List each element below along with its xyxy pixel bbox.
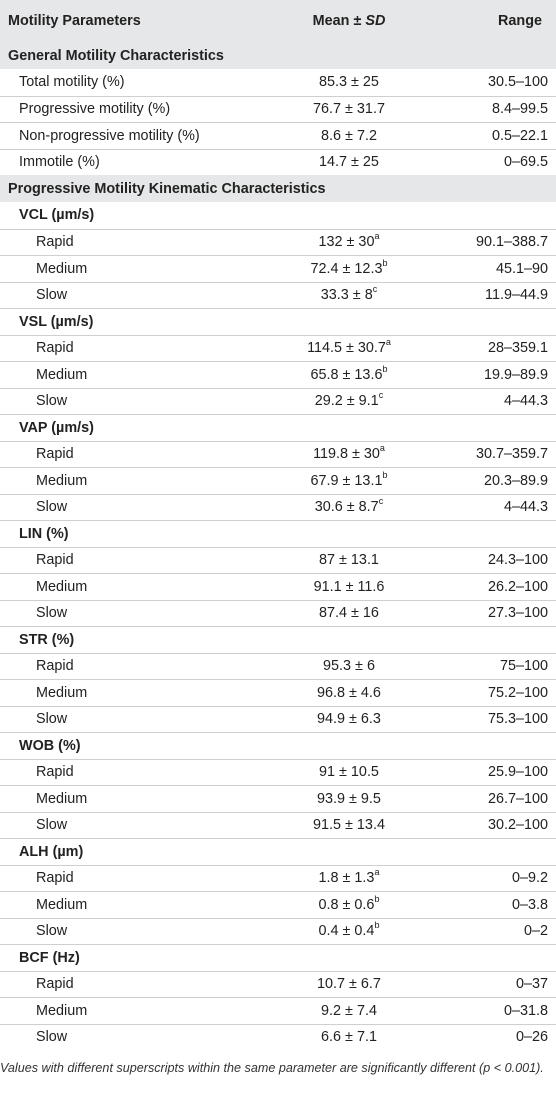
mean-value: 87.4 ± 16	[319, 605, 379, 622]
mean-value: 0.4 ± 0.4	[318, 923, 375, 940]
row-range: 0–69.5	[503, 154, 548, 171]
table-row	[0, 785, 556, 812]
parameter-row	[0, 308, 556, 335]
parameter-name: VAP (µm/s)	[19, 419, 94, 436]
parameter-name: BCF (Hz)	[19, 949, 80, 966]
mean-value: 91.1 ± 11.6	[313, 578, 385, 595]
row-mean-sd	[262, 443, 436, 463]
parameter-name: WOB (%)	[19, 737, 81, 754]
significance-superscript: a	[379, 443, 385, 454]
section-kinematic	[0, 175, 556, 202]
section-title: General Motility Characteristics	[8, 47, 224, 64]
table-row	[0, 679, 556, 706]
mean-value: 72.4 ± 12.3	[310, 260, 383, 277]
row-range: 20.3–89.9	[483, 472, 548, 489]
row-range: 0.5–22.1	[491, 127, 548, 144]
table-row	[0, 388, 556, 415]
row-label: Rapid	[36, 446, 74, 463]
table-row	[0, 69, 556, 96]
parameter-name: ALH (µm)	[19, 843, 84, 860]
significance-superscript: c	[378, 390, 384, 401]
row-mean-sd	[262, 893, 436, 913]
row-range: 8.4–99.5	[491, 101, 548, 118]
row-mean-sd	[262, 579, 436, 595]
row-range: 30.7–359.7	[475, 446, 548, 463]
mean-value: 91 ± 10.5	[319, 764, 379, 781]
row-mean-sd	[262, 390, 436, 410]
row-mean-sd	[262, 496, 436, 516]
row-label: Medium	[36, 260, 88, 277]
row-label: Slow	[36, 393, 68, 410]
row-label: Immotile (%)	[19, 154, 100, 171]
row-label: Rapid	[36, 234, 74, 251]
row-mean-sd	[262, 658, 436, 674]
row-label: Rapid	[36, 870, 74, 887]
row-mean-sd: 14.7 ± 25	[319, 154, 379, 171]
row-mean-sd	[262, 817, 436, 833]
mean-value: 93.9 ± 9.5	[317, 790, 381, 807]
significance-superscript: c	[372, 284, 378, 295]
parameter-name: VSL (µm/s)	[19, 313, 94, 330]
row-label: Slow	[36, 287, 68, 304]
row-mean-sd	[262, 231, 436, 251]
row-label: Slow	[36, 711, 68, 728]
row-range: 75.2–100	[487, 684, 548, 701]
table-row	[0, 759, 556, 786]
mean-value: 67.9 ± 13.1	[310, 472, 383, 489]
mean-value: 94.9 ± 6.3	[317, 711, 381, 728]
mean-value: 0.8 ± 0.6	[318, 896, 375, 913]
row-mean-sd	[262, 711, 436, 727]
table-row	[0, 149, 556, 176]
table-row	[0, 255, 556, 282]
mean-value: 65.8 ± 13.6	[310, 366, 383, 383]
row-range: 0–26	[515, 1029, 548, 1046]
row-label: Slow	[36, 499, 68, 516]
header-sd: SD	[365, 13, 386, 29]
table-row	[0, 600, 556, 627]
table-row	[0, 573, 556, 600]
row-label: Rapid	[36, 552, 74, 569]
row-mean-sd	[262, 552, 436, 568]
table-row	[0, 229, 556, 256]
section-general	[0, 42, 556, 69]
table-row	[0, 361, 556, 388]
mean-value: 1.8 ± 1.3	[318, 870, 375, 887]
table-row	[0, 812, 556, 839]
row-range: 0–2	[523, 923, 548, 940]
table-row	[0, 282, 556, 309]
table-row	[0, 441, 556, 468]
table-row	[0, 653, 556, 680]
row-label: Slow	[36, 1029, 68, 1046]
row-mean-sd	[262, 284, 436, 304]
row-label: Medium	[36, 1002, 88, 1019]
parameter-row	[0, 944, 556, 971]
mean-value: 6.6 ± 7.1	[321, 1029, 377, 1046]
parameter-row	[0, 838, 556, 865]
significance-superscript: b	[382, 363, 388, 374]
mean-value: 96.8 ± 4.6	[317, 684, 381, 701]
row-mean-sd	[262, 791, 436, 807]
mean-value: 132 ± 30	[318, 234, 375, 251]
header-range: Range	[498, 13, 542, 29]
table-row	[0, 865, 556, 892]
significance-superscript: a	[374, 867, 380, 878]
table-row	[0, 997, 556, 1024]
row-mean-sd	[262, 764, 436, 780]
row-range: 26.7–100	[487, 790, 548, 807]
header-mean-prefix: Mean ±	[312, 13, 366, 29]
mean-value: 29.2 ± 9.1	[314, 393, 379, 410]
row-mean-sd	[262, 920, 436, 940]
row-range: 0–9.2	[511, 870, 548, 887]
row-mean-sd	[262, 685, 436, 701]
table-row	[0, 335, 556, 362]
mean-value: 114.5 ± 30.7	[307, 340, 386, 357]
significance-superscript: b	[374, 893, 380, 904]
row-mean-sd: 8.6 ± 7.2	[321, 127, 377, 144]
parameter-name: LIN (%)	[19, 525, 69, 542]
row-range: 26.2–100	[487, 578, 548, 595]
row-label: Progressive motility (%)	[19, 101, 171, 118]
kinematic-rows	[0, 202, 556, 1050]
row-label: Medium	[36, 790, 88, 807]
parameter-row	[0, 202, 556, 229]
parameter-row	[0, 626, 556, 653]
table-row	[0, 467, 556, 494]
table-row	[0, 122, 556, 149]
table-row	[0, 918, 556, 945]
row-mean-sd	[262, 1003, 436, 1019]
row-range: 0–3.8	[511, 896, 548, 913]
row-range: 75–100	[499, 658, 548, 675]
row-mean-sd: 85.3 ± 25	[319, 74, 379, 91]
general-rows	[0, 69, 556, 175]
table-row	[0, 547, 556, 574]
parameter-row	[0, 520, 556, 547]
parameter-name: VCL (µm/s)	[19, 207, 95, 224]
significance-superscript: a	[374, 231, 380, 242]
row-range: 4–44.3	[503, 499, 548, 516]
row-label: Rapid	[36, 976, 74, 993]
row-range: 30.5–100	[487, 74, 548, 91]
row-label: Medium	[36, 684, 88, 701]
row-range: 30.2–100	[487, 817, 548, 834]
row-range: 0–31.8	[503, 1002, 548, 1019]
row-label: Total motility (%)	[19, 74, 125, 91]
row-range: 75.3–100	[487, 711, 548, 728]
row-label: Rapid	[36, 658, 74, 675]
header-motility-parameters: Motility Parameters	[8, 13, 141, 29]
table-footnote: Values with different superscripts within the same parameter are significantly different (p < 0.001).	[0, 1061, 544, 1075]
header-mean-sd	[262, 13, 436, 29]
row-mean-sd	[262, 257, 436, 277]
row-range: 24.3–100	[487, 552, 548, 569]
row-label: Rapid	[36, 764, 74, 781]
table-row	[0, 96, 556, 123]
significance-superscript: b	[382, 257, 388, 268]
row-range: 27.3–100	[487, 605, 548, 622]
row-label: Slow	[36, 817, 68, 834]
table-row	[0, 1024, 556, 1051]
parameter-row	[0, 414, 556, 441]
table-header-row	[0, 0, 556, 42]
parameter-row	[0, 732, 556, 759]
mean-value: 10.7 ± 6.7	[317, 976, 381, 993]
row-mean-sd	[262, 605, 436, 621]
significance-superscript: b	[382, 469, 388, 480]
row-mean-sd	[262, 469, 436, 489]
mean-value: 33.3 ± 8	[320, 287, 373, 304]
mean-value: 30.6 ± 8.7	[314, 499, 379, 516]
row-range: 45.1–90	[495, 260, 548, 277]
row-label: Slow	[36, 923, 68, 940]
row-range: 19.9–89.9	[483, 366, 548, 383]
row-mean-sd	[262, 1029, 436, 1045]
row-mean-sd	[262, 976, 436, 992]
mean-value: 91.5 ± 13.4	[313, 817, 385, 834]
table-row	[0, 494, 556, 521]
significance-superscript: a	[385, 337, 391, 348]
mean-value: 119.8 ± 30	[313, 446, 380, 463]
mean-value: 9.2 ± 7.4	[321, 1002, 377, 1019]
row-mean-sd	[262, 363, 436, 383]
row-mean-sd	[262, 337, 436, 357]
row-range: 25.9–100	[487, 764, 548, 781]
mean-value: 87 ± 13.1	[319, 552, 379, 569]
row-label: Medium	[36, 472, 88, 489]
table-row	[0, 891, 556, 918]
row-mean-sd: 76.7 ± 31.7	[313, 101, 385, 118]
significance-superscript: b	[374, 920, 380, 931]
row-range: 11.9–44.9	[485, 287, 548, 304]
row-range: 0–37	[515, 976, 548, 993]
row-label: Non-progressive motility (%)	[19, 127, 200, 144]
row-label: Slow	[36, 605, 68, 622]
row-range: 4–44.3	[503, 393, 548, 410]
row-range: 28–359.1	[487, 340, 548, 357]
parameter-name: STR (%)	[19, 631, 75, 648]
row-label: Medium	[36, 896, 88, 913]
table-row	[0, 706, 556, 733]
row-label: Medium	[36, 366, 88, 383]
section-title: Progressive Motility Kinematic Characteristics	[8, 180, 326, 197]
significance-superscript: c	[378, 496, 384, 507]
table-row	[0, 971, 556, 998]
row-label: Medium	[36, 578, 88, 595]
row-mean-sd	[262, 867, 436, 887]
row-range: 90.1–388.7	[475, 234, 548, 251]
mean-value: 95.3 ± 6	[323, 658, 375, 675]
row-label: Rapid	[36, 340, 74, 357]
